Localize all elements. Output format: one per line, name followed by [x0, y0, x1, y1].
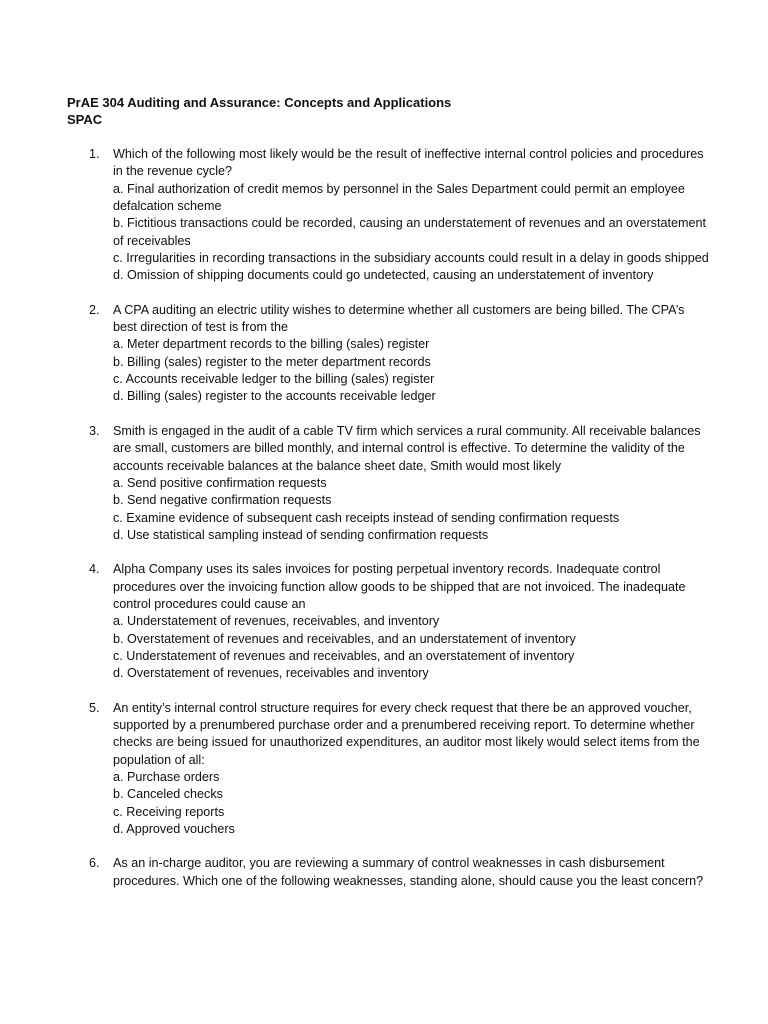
answer-option-d: d. Omission of shipping documents could go undetected, causing an understatement of inventory [113, 268, 654, 283]
answer-option-a: a. Understatement of revenues, receivables, and inventory [113, 614, 440, 629]
answer-option-b: b. Fictitious transactions could be recorded, causing an understatement of revenues and an overstatement of receivables [113, 216, 706, 248]
answer-option-a: a. Final authorization of credit memos by personnel in the Sales Department could permit an employee defalcation scheme [113, 181, 685, 214]
answer-option-c: c. Irregularities in recording transactions in the subsidiary accounts could result in a delay in goods shipped [113, 251, 709, 266]
document-header [67, 94, 707, 128]
question-number: 5. [89, 700, 100, 715]
question-4 [89, 561, 709, 682]
answer-option-b: b. Billing (sales) register to the meter department records [113, 354, 431, 369]
answer-option-b: b. Send negative confirmation requests [113, 493, 332, 508]
answer-option-c: c. Understatement of revenues and receivables, and an overstatement of inventory [113, 648, 575, 663]
answer-option-c: c. Receiving reports [113, 804, 225, 819]
question-2 [89, 302, 709, 406]
question-text: A CPA auditing an electric utility wishes to determine whether all customers are being billed. The CPA’s best direction of test is from the [113, 302, 685, 335]
question-text: Smith is engaged in the audit of a cable TV firm which services a rural community. All receivable balances are small, customers are billed monthly, and internal control is effective. To determine the validity of the accounts receivable balances at the balance sheet date, Smith would most likely [113, 423, 701, 473]
question-number: 6. [89, 856, 100, 871]
question-3 [89, 423, 709, 544]
question-number: 2. [89, 302, 100, 317]
answer-option-d: d. Overstatement of revenues, receivables and inventory [113, 666, 429, 681]
question-number: 1. [89, 147, 100, 161]
question-number: 3. [89, 423, 100, 438]
document-subtitle: SPAC [67, 112, 103, 127]
answer-option-a: a. Send positive confirmation requests [113, 475, 327, 490]
answer-option-a: a. Meter department records to the billing (sales) register [113, 337, 430, 352]
question-text: An entity’s internal control structure requires for every check request that there be an approved voucher, supported by a prenumbered purchase order and a prenumbered receiving report. To determine whether checks are being issued for unauthorized expenditures, an auditor most likely would select items from the population of all: [113, 700, 700, 767]
question-5 [89, 700, 709, 839]
course-title: PrAE 304 Auditing and Assurance: Concepts and Applications [67, 95, 452, 110]
answer-option-a: a. Purchase orders [113, 770, 220, 784]
question-6 [89, 855, 709, 890]
answer-option-b: b. Overstatement of revenues and receivables, and an understatement of inventory [113, 631, 576, 646]
question-number: 4. [89, 562, 100, 577]
answer-option-d: d. Approved vouchers [113, 822, 235, 837]
answer-option-c: c. Examine evidence of subsequent cash receipts instead of sending confirmation requests [113, 510, 620, 525]
answer-option-d: d. Billing (sales) register to the accounts receivable ledger [113, 389, 436, 404]
question-text: As an in-charge auditor, you are reviewing a summary of control weaknesses in cash disbursement procedures. Which one of the following weaknesses, standing alone, should cause you the least concern? [113, 856, 704, 888]
question-text: Which of the following most likely would be the result of ineffective internal control policies and procedures in the revenue cycle? [113, 147, 704, 179]
question-text: Alpha Company uses its sales invoices for posting perpetual inventory records. Inadequate control procedures over the invoicing function allow goods to be shipped that are not invoiced. The inadequate control procedures could cause an [113, 562, 686, 611]
answer-option-b: b. Canceled checks [113, 787, 223, 802]
question-list [89, 146, 709, 907]
answer-option-c: c. Accounts receivable ledger to the billing (sales) register [113, 372, 435, 387]
answer-option-d: d. Use statistical sampling instead of sending confirmation requests [113, 527, 489, 542]
question-1 [89, 146, 709, 285]
